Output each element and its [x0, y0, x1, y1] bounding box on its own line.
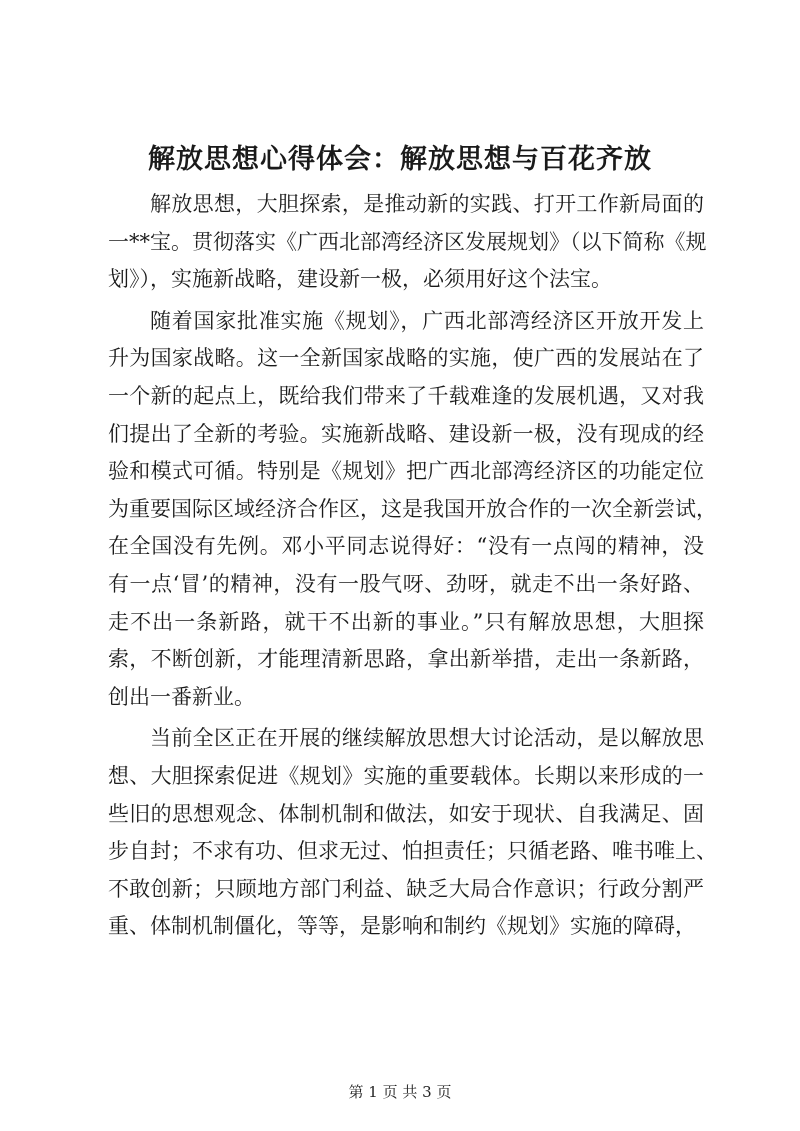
paragraph-line: 划》），实施新战略，建设新一极，必须用好这个法宝。 — [108, 267, 612, 292]
document-body — [108, 186, 717, 950]
paragraph-line: 验和模式可循。特别是《规划》把广西北部湾经济区的功能定位 — [108, 459, 704, 484]
paragraph-line: 有一点‘冒’的精神，没有一股气呀、劲呀，就走不出一条好路、 — [108, 571, 704, 596]
paragraph-line: 想、大胆探索促进《规划》实施的重要载体。长期以来形成的一 — [108, 763, 704, 788]
paragraph-line: 一**宝。贯彻落实《广西北部湾经济区发展规划》（以下简称《规 — [108, 229, 707, 254]
paragraph-line: 升为国家战略。这一全新国家战略的实施，使广西的发展站在了 — [108, 346, 704, 371]
paragraph-line: 步自封；不求有功、但求无过、怕担责任；只循老路、唯书唯上、 — [108, 839, 717, 864]
paragraph-line: 一个新的起点上，既给我们带来了千载难逢的发展机遇，又对我 — [108, 383, 704, 408]
paragraph-line: 当前全区正在开展的继续解放思想大讨论活动，是以解放思 — [150, 726, 704, 751]
paragraph-line: 不敢创新；只顾地方部门利益、缺乏大局合作意识；行政分割严 — [108, 876, 704, 901]
paragraph-line: 走不出一条新路，就干不出新的事业。”只有解放思想，大胆探 — [108, 609, 704, 634]
body-paragraph — [108, 303, 717, 717]
body-paragraph — [108, 186, 707, 299]
page-footer: 第 1 页 共 3 页 — [348, 1083, 452, 1101]
document-title: 解放思想心得体会：解放思想与百花齐放 — [148, 144, 652, 175]
paragraph-line: 们提出了全新的考验。实施新战略、建设新一极，没有现成的经 — [108, 421, 704, 446]
paragraph-line: 索，不断创新，才能理清新思路，拿出新举措，走出一条新路， — [108, 647, 704, 672]
paragraph-line: 为重要国际区域经济合作区，这是我国开放合作的一次全新尝试， — [108, 496, 717, 521]
paragraph-line: 解放思想，大胆探索，是推动新的实践、打开工作新局面的 — [150, 192, 704, 216]
paragraph-line: 重、体制机制僵化，等等，是影响和制约《规划》实施的障碍， — [108, 914, 696, 939]
paragraph-line: 随着国家批准实施《规划》，广西北部湾经济区开放开发上 — [150, 308, 704, 333]
paragraph-line: 些旧的思想观念、体制机制和做法，如安于现状、自我满足、固 — [108, 801, 704, 826]
paragraph-line: 在全国没有先例。邓小平同志说得好：“没有一点闯的精神，没 — [108, 534, 704, 559]
paragraph-line: 创出一番新业。 — [108, 684, 255, 709]
body-paragraph — [108, 720, 717, 946]
